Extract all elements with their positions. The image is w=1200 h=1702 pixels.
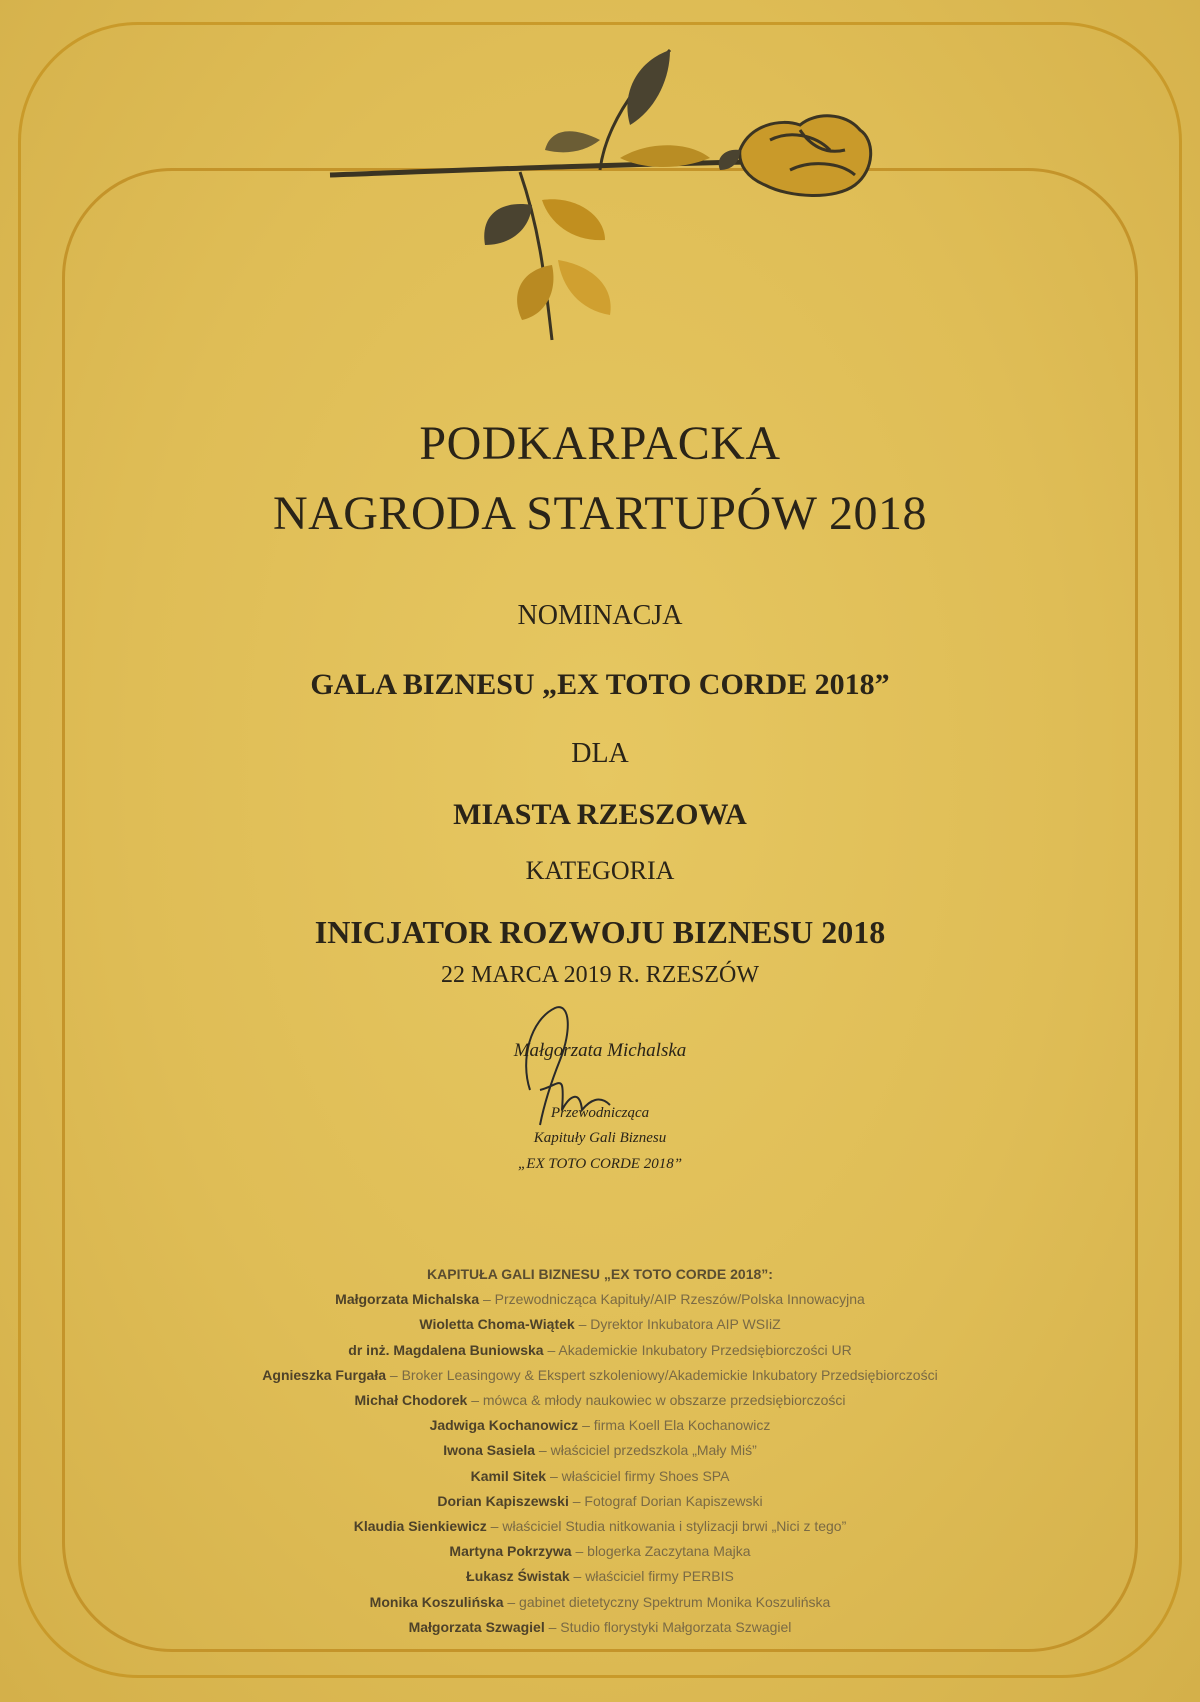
- title-line-2: NAGRODA STARTUPÓW 2018: [272, 487, 928, 540]
- member-name: Martyna Pokrzywa: [449, 1543, 572, 1560]
- member-name: Jadwiga Kochanowicz: [429, 1417, 579, 1434]
- member-name: Łukasz Świstak: [466, 1568, 570, 1585]
- chapter-member: [100, 1539, 1100, 1564]
- member-name: Dorian Kapiszewski: [437, 1492, 569, 1509]
- chapter-member: [100, 1514, 1100, 1539]
- title-line-1: PODKARPACKA: [419, 417, 781, 470]
- chapter-member: [100, 1464, 1100, 1489]
- member-name: Wioletta Choma-Wiątek: [419, 1316, 575, 1333]
- gala-title: GALA BIZNESU „EX TOTO CORDE 2018”: [310, 668, 890, 701]
- member-name: Małgorzata Michalska: [335, 1291, 480, 1308]
- chapter-member: [100, 1338, 1100, 1363]
- chapter-member: [100, 1413, 1100, 1438]
- member-desc: – mówca & młody naukowiec w obszarze przedsiębiorczości: [467, 1392, 846, 1409]
- chapter-member: [100, 1312, 1100, 1337]
- member-desc: – właściciel firmy Shoes SPA: [546, 1467, 730, 1484]
- member-desc: – blogerka Zaczytana Majka: [571, 1543, 751, 1560]
- member-name: Kamil Sitek: [470, 1467, 547, 1484]
- member-desc: – właściciel firmy PERBIS: [569, 1568, 734, 1585]
- member-desc: – Studio florystyki Małgorzata Szwagiel: [544, 1618, 792, 1635]
- date-place: 22 MARCA 2019 R. RZESZÓW: [440, 962, 760, 988]
- category-label: KATEGORIA: [525, 856, 675, 885]
- signatory-role-line-2: Kapituły Gali Biznesu: [533, 1130, 667, 1146]
- member-desc: – Akademickie Inkubatory Przedsiębiorczości UR: [543, 1341, 852, 1358]
- chapter-heading: KAPITUŁA GALI BIZNESU „EX TOTO CORDE 2018”:: [427, 1266, 773, 1282]
- member-desc: – firma Koell Ela Kochanowicz: [578, 1417, 771, 1434]
- chapter-member: [100, 1388, 1100, 1413]
- member-name: Agnieszka Furgała: [262, 1366, 386, 1383]
- signatory-name: Małgorzata Michalska: [513, 1040, 687, 1061]
- recipient-name: MIASTA RZESZOWA: [453, 798, 747, 831]
- category-name: INICJATOR ROZWOJU BIZNESU 2018: [314, 914, 886, 950]
- member-name: dr inż. Magdalena Buniowska: [348, 1341, 544, 1358]
- member-desc: – Broker Leasingowy & Ekspert szkoleniowy/Akademickie Inkubatory Przedsiębiorczości: [386, 1366, 938, 1383]
- chapter-member: [100, 1438, 1100, 1463]
- chapter-member: [100, 1363, 1100, 1388]
- nomination-label: NOMINACJA: [517, 600, 683, 631]
- chapter-list: [100, 1262, 1100, 1640]
- signatory-role-line-3: „EX TOTO CORDE 2018”: [517, 1156, 683, 1172]
- member-desc: – Przewodnicząca Kapituły/AIP Rzeszów/Polska Innowacyjna: [479, 1291, 865, 1308]
- chapter-member: [100, 1615, 1100, 1640]
- member-desc: – właściciel przedszkola „Mały Miś”: [535, 1442, 757, 1459]
- member-name: Małgorzata Szwagiel: [408, 1618, 545, 1635]
- member-name: Michał Chodorek: [354, 1392, 468, 1409]
- member-name: Iwona Sasiela: [443, 1442, 536, 1459]
- member-name: Klaudia Sienkiewicz: [353, 1518, 487, 1535]
- member-desc: – Fotograf Dorian Kapiszewski: [568, 1492, 763, 1509]
- chapter-member: [100, 1564, 1100, 1589]
- member-desc: – gabinet dietetyczny Spektrum Monika Koszulińska: [503, 1593, 831, 1610]
- rose-icon: [270, 30, 930, 360]
- for-label: DLA: [571, 738, 629, 769]
- member-desc: – właściciel Studia nitkowania i stylizacji brwi „Nici z tego”: [486, 1518, 847, 1535]
- chapter-member: [100, 1489, 1100, 1514]
- member-desc: – Dyrektor Inkubatora AIP WSIiZ: [574, 1316, 781, 1333]
- member-name: Monika Koszulińska: [369, 1593, 504, 1610]
- chapter-member: [100, 1590, 1100, 1615]
- chapter-member: [100, 1287, 1100, 1312]
- signatory-role-line-1: Przewodnicząca: [550, 1105, 650, 1121]
